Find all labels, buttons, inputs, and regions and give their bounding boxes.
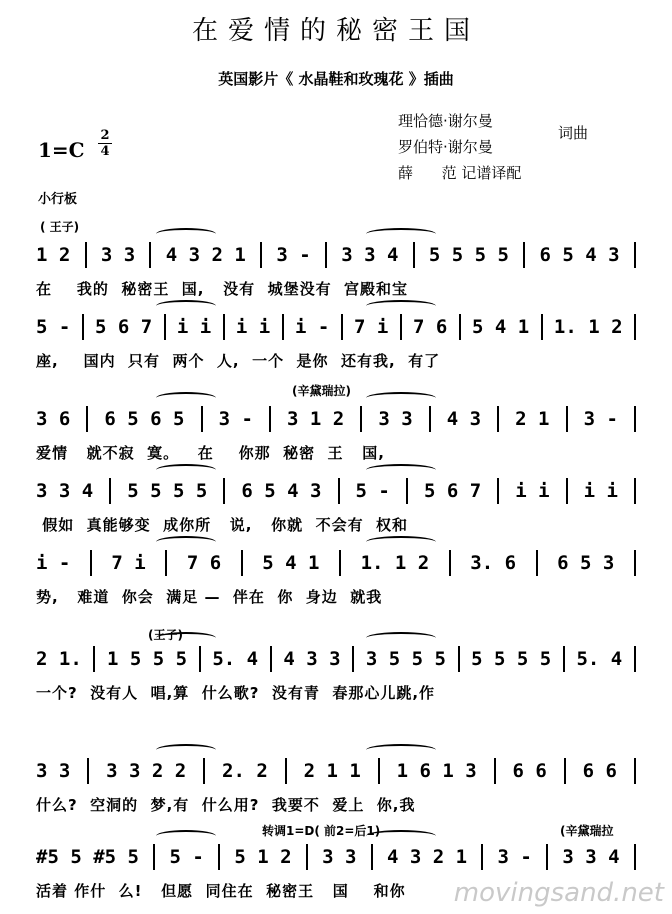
barline <box>497 478 499 504</box>
slur <box>156 464 216 476</box>
barline <box>93 646 95 672</box>
measure: i i <box>235 316 271 338</box>
barline <box>634 406 636 432</box>
measure: 3 5 5 5 <box>365 648 446 670</box>
barline <box>634 550 636 576</box>
barline <box>634 314 636 340</box>
lyrics-line: 活着 作什 么! 但愿 同住在 秘密王 国 和你 <box>36 882 406 900</box>
measure: 6 6 <box>582 760 617 782</box>
measure: 2 1 <box>515 408 550 430</box>
measure: 3 - <box>497 846 532 868</box>
part-marker-cinderella: (辛黛瑞拉) <box>292 384 351 398</box>
measure: 1. 1 2 <box>360 552 430 574</box>
barline <box>378 758 380 784</box>
slur <box>366 632 436 644</box>
barline <box>413 242 415 268</box>
barline <box>564 758 566 784</box>
barline <box>371 844 373 870</box>
slur <box>156 536 216 548</box>
measure: 5 5 5 5 <box>471 648 552 670</box>
barline <box>429 406 431 432</box>
measure: 5 5 5 5 <box>428 244 509 266</box>
measure: #5 5 #5 5 <box>36 846 139 868</box>
barline <box>566 406 568 432</box>
measure: 4 3 3 <box>283 648 341 670</box>
measure: 3 - <box>218 408 253 430</box>
barline <box>306 844 308 870</box>
barline <box>523 242 525 268</box>
measure: 6 6 <box>512 760 547 782</box>
part-marker-prince-2: (王子) <box>148 628 183 642</box>
barline <box>85 242 87 268</box>
barline <box>223 314 225 340</box>
measure: i - <box>294 316 330 338</box>
notation-line <box>36 312 636 342</box>
measure: 7 6 <box>412 316 448 338</box>
measure: i - <box>36 552 71 574</box>
barline <box>109 478 111 504</box>
barline <box>494 758 496 784</box>
barline <box>634 242 636 268</box>
lyrics-line: 势, 难道 你会 满足 — 伴在 你 身边 就我 <box>36 588 383 606</box>
measure: 3. 6 <box>470 552 517 574</box>
lyrics-line: 爱情 就不寂 寞。 在 你那 秘密 王 国, <box>36 444 385 462</box>
measure: 1 2 <box>36 244 71 266</box>
barline <box>400 314 402 340</box>
barline <box>269 406 271 432</box>
barline <box>449 550 451 576</box>
barline <box>541 314 543 340</box>
measure: 5 1 2 <box>234 846 292 868</box>
measure: i i <box>583 480 618 502</box>
slur <box>156 744 216 756</box>
barline <box>634 844 636 870</box>
measure: 5 - <box>355 480 390 502</box>
measure: 3 3 4 <box>36 480 94 502</box>
measure: 5 - <box>169 846 204 868</box>
barline <box>149 242 151 268</box>
measure: 3 1 2 <box>287 408 345 430</box>
measure: 7 6 <box>186 552 222 574</box>
measure: 5. 4 <box>212 648 259 670</box>
barline <box>459 314 461 340</box>
slur <box>366 536 436 548</box>
notation-line <box>36 842 636 872</box>
barline <box>165 550 167 576</box>
measure: 3 3 <box>36 760 71 782</box>
measure: 5. 4 <box>576 648 623 670</box>
measure: 6 5 3 <box>557 552 615 574</box>
barline <box>563 646 565 672</box>
barline <box>546 844 548 870</box>
song-subtitle: 英国影片《 水晶鞋和玫瑰花 》插曲 <box>218 70 454 88</box>
watermark: movingsand.net <box>453 878 664 908</box>
measure: 5 5 5 5 <box>127 480 208 502</box>
lyrics-line: 什么? 空洞的 梦,有 什么用? 我要不 爱上 你,我 <box>36 796 416 814</box>
measure: 2 1 1 <box>303 760 361 782</box>
barline <box>339 550 341 576</box>
barline <box>338 478 340 504</box>
barline <box>566 478 568 504</box>
measure: 3 - <box>276 244 311 266</box>
credit-lyricist-2: 罗伯特·谢尔曼 <box>398 138 493 156</box>
barline <box>634 758 636 784</box>
measure: 1 6 1 3 <box>396 760 477 782</box>
time-signature <box>98 128 112 159</box>
barline <box>270 646 272 672</box>
part-marker-cinderella-2: (辛黛瑞拉 <box>560 824 614 838</box>
barline <box>153 844 155 870</box>
measure: 6 5 6 5 <box>104 408 185 430</box>
measure: i i <box>176 316 212 338</box>
measure: i i <box>515 480 550 502</box>
measure: 7 i <box>353 316 389 338</box>
slur <box>366 744 436 756</box>
meter-bottom: 4 <box>98 143 112 159</box>
key-signature: 1=C <box>38 138 85 162</box>
measure: 5 6 7 <box>423 480 482 502</box>
notation-line <box>36 404 636 434</box>
measure: 5 4 1 <box>471 316 530 338</box>
notation-line <box>36 644 636 674</box>
barline <box>536 550 538 576</box>
notation-line <box>36 756 636 786</box>
notation-line <box>36 476 636 506</box>
measure: 3 3 4 <box>562 846 620 868</box>
slur <box>156 228 216 240</box>
barline <box>352 646 354 672</box>
measure: 6 5 4 3 <box>539 244 620 266</box>
measure: 3 - <box>583 408 618 430</box>
measure: 2 1. <box>36 648 82 670</box>
barline <box>634 646 636 672</box>
slur <box>156 830 216 842</box>
barline <box>90 550 92 576</box>
barline <box>285 758 287 784</box>
measure: 3 3 4 <box>341 244 399 266</box>
slur <box>366 228 436 240</box>
song-title: 在爱情的秘密王国 <box>191 16 480 46</box>
slur <box>366 830 436 842</box>
slur <box>366 464 436 476</box>
slur <box>366 300 436 312</box>
measure: 3 3 2 2 <box>106 760 187 782</box>
barline <box>360 406 362 432</box>
part-marker-prince: ( 王子) <box>40 220 80 234</box>
barline <box>201 406 203 432</box>
barline <box>481 844 483 870</box>
barline <box>218 844 220 870</box>
slur <box>366 392 436 404</box>
barline <box>164 314 166 340</box>
measure: 4 3 2 1 <box>165 244 246 266</box>
slur <box>156 392 216 404</box>
measure: 1. 1 2 <box>553 316 623 338</box>
lyrics-line: 一个? 没有人 唱,算 什么歌? 没有青 春那心儿跳,作 <box>36 684 436 702</box>
measure: 1 5 5 5 <box>107 648 188 670</box>
notation-line <box>36 548 636 578</box>
barline <box>260 242 262 268</box>
measure: 5 6 7 <box>95 316 153 338</box>
measure: 3 3 <box>100 244 136 266</box>
lyrics-line: 假如 真能够变 成你所 说, 你就 不会有 权和 <box>36 516 409 534</box>
credit-translator: 薛 范 记谱译配 <box>398 164 522 182</box>
barline <box>203 758 205 784</box>
barline <box>341 314 343 340</box>
barline <box>406 478 408 504</box>
measure: 5 4 1 <box>262 552 320 574</box>
credit-lyricist-1: 理恰德·谢尔曼 <box>398 112 493 130</box>
meter-top: 2 <box>100 128 110 143</box>
barline <box>86 406 88 432</box>
barline <box>282 314 284 340</box>
barline <box>325 242 327 268</box>
measure: 3 3 <box>378 408 413 430</box>
measure: 4 3 2 1 <box>386 846 468 868</box>
barline <box>497 406 499 432</box>
barline <box>87 758 89 784</box>
slur <box>156 632 216 644</box>
credit-role: 词曲 <box>558 124 589 142</box>
measure: 6 5 4 3 <box>241 480 322 502</box>
barline <box>82 314 84 340</box>
barline <box>634 478 636 504</box>
barline <box>241 550 243 576</box>
measure: 3 3 <box>322 846 357 868</box>
measure: 7 i <box>111 552 146 574</box>
modulation-marker: 转调1=D( 前2=后1) <box>262 824 381 838</box>
lyrics-line: 座, 国内 只有 两个 人, 一个 是你 还有我, 有了 <box>36 352 441 370</box>
tempo-marking: 小行板 <box>38 192 78 207</box>
measure: 3 6 <box>36 408 71 430</box>
barline <box>458 646 460 672</box>
measure: 4 3 <box>446 408 482 430</box>
lyrics-line: 在 我的 秘密王 国, 没有 城堡没有 宫殿和宝 <box>36 280 409 298</box>
barline <box>223 478 225 504</box>
measure: 2. 2 <box>222 760 268 782</box>
barline <box>199 646 201 672</box>
notation-line <box>36 240 636 270</box>
measure: 5 - <box>36 316 71 338</box>
slur <box>156 300 216 312</box>
